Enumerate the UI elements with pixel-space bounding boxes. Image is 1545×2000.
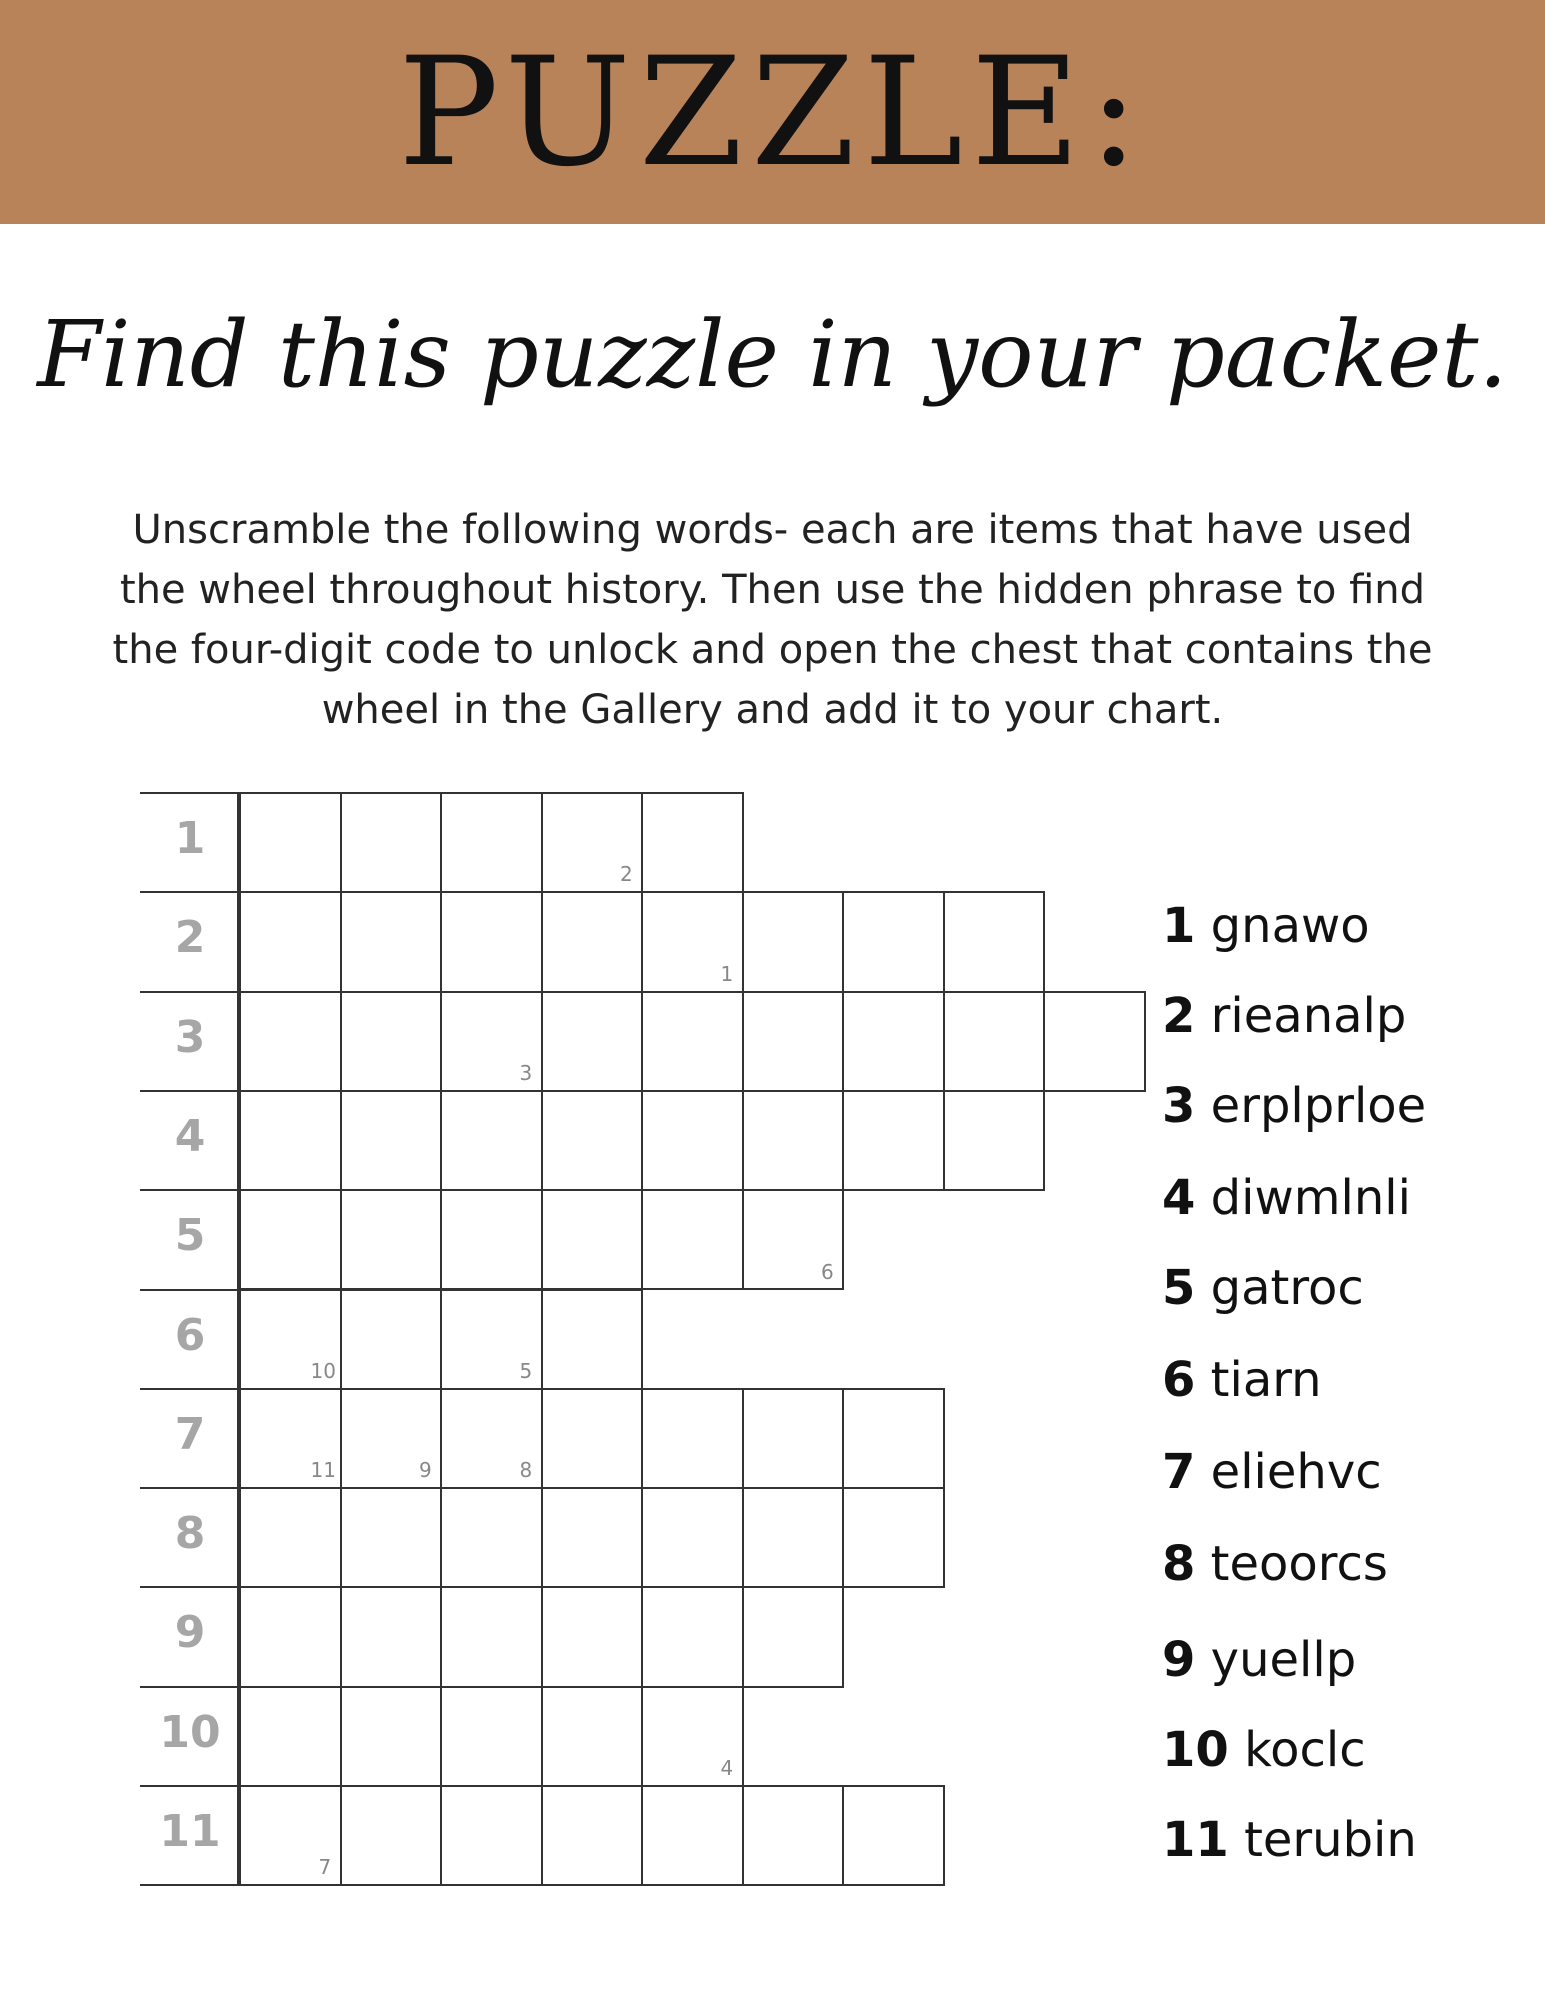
answer-cell[interactable]: [943, 891, 1046, 992]
clue-number: 7: [1162, 1444, 1196, 1500]
answer-cell[interactable]: [842, 1388, 945, 1489]
row-number-8: 8: [174, 1508, 206, 1560]
answer-cell[interactable]: [1043, 991, 1146, 1092]
grid-top-rule: [140, 792, 240, 794]
clue-number: 11: [1162, 1812, 1229, 1868]
answer-cell[interactable]: [742, 1785, 845, 1886]
hint-number: 8: [519, 1458, 533, 1483]
answer-cell[interactable]: [541, 1189, 644, 1290]
hint-number: 6: [821, 1259, 834, 1284]
clue-number: 6: [1162, 1352, 1196, 1408]
clue-word: koclc: [1244, 1722, 1366, 1778]
row-number-4: 4: [174, 1110, 206, 1162]
clue-word: eliehvc: [1210, 1444, 1382, 1500]
answer-cell[interactable]: [641, 1189, 744, 1290]
answer-cell[interactable]: [541, 1686, 644, 1787]
row-divider: [140, 1189, 240, 1191]
answer-cell[interactable]: [440, 891, 543, 992]
clue-word: yuellp: [1210, 1632, 1357, 1688]
row-divider: [140, 1487, 240, 1489]
answer-cell[interactable]: [641, 991, 744, 1092]
hint-number: 11: [310, 1458, 336, 1483]
answer-cell[interactable]: [440, 1090, 543, 1191]
clue-word: rieanalp: [1210, 988, 1407, 1044]
answer-cell[interactable]: [842, 891, 945, 992]
answer-cell[interactable]: [641, 1586, 744, 1687]
answer-cell[interactable]: [440, 1586, 543, 1687]
answer-cell[interactable]: [541, 1289, 644, 1390]
answer-cell[interactable]: [340, 1090, 443, 1191]
answer-cell[interactable]: [742, 891, 845, 992]
answer-cell[interactable]: [842, 1487, 945, 1588]
answer-cell[interactable]: [842, 991, 945, 1092]
clue-item-8: [1162, 1536, 1388, 1592]
row-number-2: 2: [174, 912, 206, 964]
row-number-7: 7: [174, 1408, 206, 1460]
row-divider: [140, 1586, 240, 1588]
answer-cell[interactable]: [340, 1189, 443, 1290]
answer-cell[interactable]: [239, 1686, 342, 1787]
hint-number: 5: [519, 1358, 533, 1383]
hint-number: 2: [620, 862, 633, 887]
answer-cell[interactable]: [541, 1090, 644, 1191]
subtitle: Find this puzzle in your packet.: [37, 301, 1508, 408]
row-number-3: 3: [174, 1011, 206, 1063]
grid-left-border: [237, 792, 240, 1886]
row-divider: [140, 1785, 240, 1787]
clue-word: diwmlnli: [1210, 1170, 1411, 1226]
hint-number: 9: [419, 1458, 432, 1483]
hint-number: 7: [318, 1855, 332, 1880]
clue-item-10: [1162, 1722, 1366, 1778]
answer-cell[interactable]: [340, 1487, 443, 1588]
answer-cell[interactable]: [340, 1785, 443, 1886]
answer-cell[interactable]: [541, 1785, 644, 1886]
row-divider: [140, 1090, 240, 1092]
hint-number: 4: [720, 1756, 734, 1780]
clue-item-11: [1162, 1812, 1417, 1868]
answer-cell[interactable]: [742, 1090, 845, 1191]
clue-number: 4: [1162, 1170, 1196, 1226]
answer-cell[interactable]: [440, 792, 543, 893]
answer-cell[interactable]: [541, 1487, 644, 1588]
clue-word: erplprloe: [1210, 1078, 1427, 1134]
clue-number: 8: [1162, 1536, 1196, 1592]
clue-item-6: [1162, 1352, 1322, 1408]
answer-cell[interactable]: [340, 991, 443, 1092]
clue-number: 3: [1162, 1078, 1196, 1134]
clue-item-7: [1162, 1444, 1382, 1500]
clue-word: gnawo: [1210, 898, 1370, 954]
clue-item-1: [1162, 898, 1370, 954]
answer-cell[interactable]: [440, 1189, 543, 1290]
page-title: PUZZLE:: [398, 26, 1147, 200]
row-divider: [140, 1686, 240, 1688]
answer-cell[interactable]: [943, 991, 1046, 1092]
answer-cell[interactable]: [340, 1586, 443, 1687]
answer-cell[interactable]: [742, 1487, 845, 1588]
clue-item-5: [1162, 1260, 1364, 1316]
row-number-10: 10: [159, 1706, 221, 1758]
answer-cell[interactable]: [340, 891, 443, 992]
answer-cell[interactable]: [541, 1388, 644, 1489]
answer-cell[interactable]: [541, 1586, 644, 1687]
row-divider: [140, 1884, 240, 1886]
answer-cell[interactable]: [340, 792, 443, 893]
clue-number: 10: [1162, 1722, 1229, 1778]
clue-number: 5: [1162, 1260, 1196, 1316]
clue-number: 1: [1162, 898, 1196, 954]
answer-cell[interactable]: [440, 1686, 543, 1787]
row-number-1: 1: [174, 813, 206, 864]
clue-word: teoorcs: [1210, 1536, 1388, 1592]
answer-cell[interactable]: [239, 792, 342, 893]
answer-cell[interactable]: [440, 1487, 543, 1588]
answer-cell[interactable]: [842, 1785, 945, 1886]
answer-cell[interactable]: [239, 1090, 342, 1191]
answer-cell[interactable]: [842, 1090, 945, 1191]
clue-word: tiarn: [1210, 1352, 1322, 1408]
row-divider: [140, 991, 240, 993]
clue-number: 2: [1162, 988, 1196, 1044]
answer-cell[interactable]: [641, 1388, 744, 1489]
clue-item-3: [1162, 1078, 1426, 1134]
row-number-11: 11: [159, 1806, 221, 1857]
row-number-6: 6: [174, 1309, 206, 1361]
answer-cell[interactable]: [239, 1586, 342, 1687]
answer-cell[interactable]: [541, 991, 644, 1092]
answer-cell[interactable]: [340, 1686, 443, 1787]
answer-cell[interactable]: [641, 792, 744, 893]
clue-word: gatroc: [1210, 1260, 1364, 1316]
answer-cell[interactable]: [239, 891, 342, 992]
clue-item-9: [1162, 1632, 1356, 1688]
answer-cell[interactable]: [641, 1090, 744, 1191]
answer-cell[interactable]: [239, 1189, 342, 1290]
clue-item-2: [1162, 988, 1406, 1044]
answer-cell[interactable]: [340, 1289, 443, 1390]
row-divider: [140, 1289, 240, 1291]
answer-cell[interactable]: [742, 1586, 845, 1687]
row-number-9: 9: [174, 1607, 206, 1659]
hint-number: 3: [519, 1060, 533, 1085]
answer-cell[interactable]: [742, 1388, 845, 1489]
answer-cell[interactable]: [641, 1487, 744, 1588]
answer-cell[interactable]: [239, 1487, 342, 1588]
clue-item-4: [1162, 1170, 1411, 1226]
answer-cell[interactable]: [742, 991, 845, 1092]
clue-word: terubin: [1244, 1812, 1417, 1868]
row-divider: [140, 1388, 240, 1390]
row-divider: [140, 891, 240, 893]
hint-number: 10: [310, 1358, 336, 1383]
answer-cell[interactable]: [239, 991, 342, 1092]
answer-cell[interactable]: [440, 1785, 543, 1886]
hint-number: 1: [720, 961, 734, 986]
answer-cell[interactable]: [641, 1785, 744, 1886]
answer-cell[interactable]: [541, 891, 644, 992]
clue-number: 9: [1162, 1632, 1196, 1688]
instructions-text: Unscramble the following words- each are items that have used the wheel throughout history. Then use the hidden phrase to find the four-digit code to unlock and open the chest that contains the wheel in the Gallery and add it to your chart.: [112, 507, 1433, 733]
answer-cell[interactable]: [943, 1090, 1046, 1191]
row-number-5: 5: [174, 1210, 206, 1262]
